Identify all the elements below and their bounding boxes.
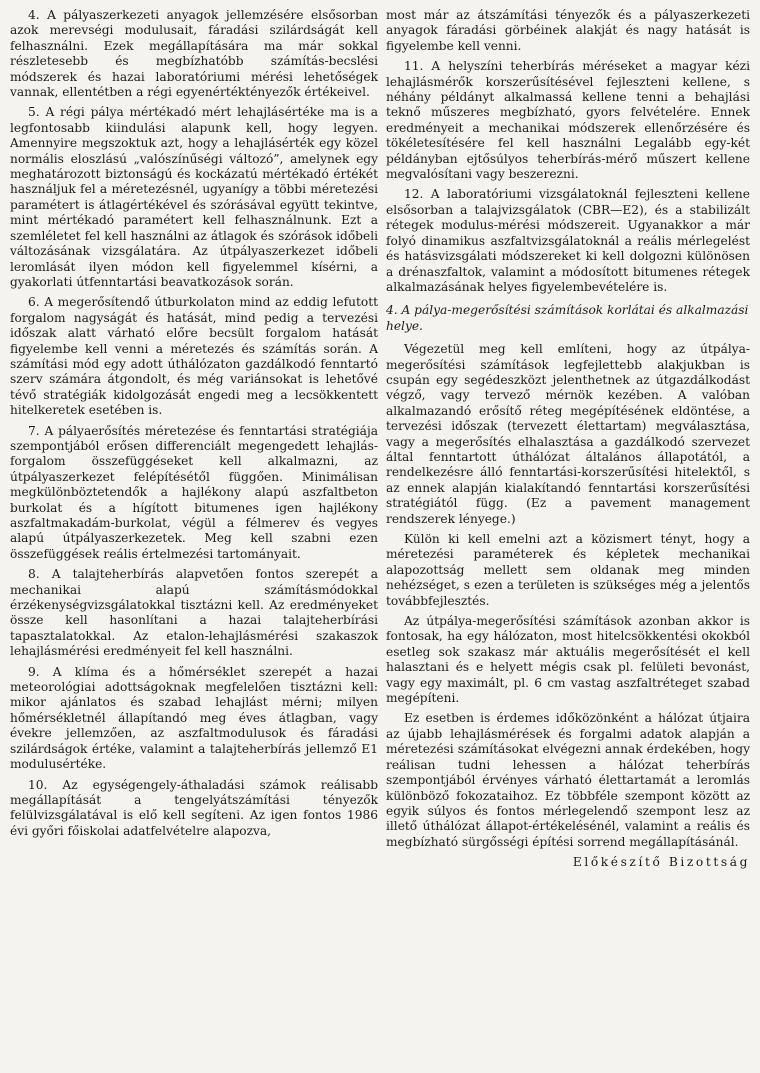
paragraph-10: 10. Az egységengely-áthaladási számok reálisabb megállapítását a tengelyátszámítási tényezők felülvizsgálatával is elő kell segíteni. Az igen fontos 1986 évi győri főiskolai adatfelvételre alapozva, xyxy=(10,777,378,838)
section-paragraph-1: Végezetül meg kell említeni, hogy az útpálya-megerősítési számítások legfejlettebb alakjukban is csupán egy segédeszközt jelenthetnek az útgazdálkodást végző, vagy tervező mérnök kezében. A valóban alkalmazandó erősítő réteg megépítésének eldöntése, a tervezési időszak (tervezett élettartam) megválasztása, vagy a megerősítés elhalasztása a gazdálkodó szervezet által fenntartott úthálózat általános állapotától, a rendelkezésre álló fenntartási-korszerűsítési hitelektől, s az ennek alapján kialakítandó fenntartási korszerűsítési stratégiától függ. (Ez a pavement management rendszerek lényege.) xyxy=(386,342,750,526)
paragraph-11: 11. A helyszíni teherbírás méréseket a magyar kézi lehajlásmérők korszerűsítésével fejleszteni kellene, s néhány példányt alkalmassá kellene tenni a behajlási teknő műszeres megbízható, gyors felvételére. Ennek eredményeit a mechanikai módszerek ellenőrzésére és tökéletesítésére fel kell használni Legalább egy-két példányban ejtősúlyos teherbírás-mérő műszert kellene megvalósítani vagy beszerezni. xyxy=(386,59,750,182)
paragraph-7: 7. A pályaerősítés méretezése és fenntartási stratégiája szempontjából erősen differenciált megengedett lehajlás-forgalom összefüggéseket kell alkalmazni, az útpályaszerkezet felépítésétől függően. Minimálisan megkülönböztetendők a hajlékony alapú aszfaltbeton burkolat és a hígított bitumenes igen hajlékony aszfaltmakadám-burkolat, végül a félmerev és vegyes alapú útpályaszerkezetek. Meg kell szabni ezen összefüggések reális értelmezési tartományait. xyxy=(10,423,378,561)
paragraph-5: 5. A régi pálya mértékadó mért lehajlásértéke ma is a legfontosabb kiindulási alapunk kell, hogy legyen. Amennyire megszoktuk azt, hogy a lehajlásérték egy közel normális eloszlású „valószínűségi változó”, amelynek egy meghatározott biztonságú és kockázatú mértékadó értékét használjuk fel a méretezésnél, ugyanígy a többi méretezési paramétert is átlagértékével és szórásával együtt tekintve, mint mértékadó paramétert kell felhasználnunk. Ezt a szemléletet fel kell használni az átlagok és szórások időbeli változásának vizsgálatára. Az útpályaszerkezet időbeli leromlását ilyen módon kell figyelemmel kísérni, a gyakorlati útfenntartási beavatkozások során. xyxy=(10,105,378,289)
paragraph-4: 4. A pályaszerkezeti anyagok jellemzésére elsősorban azok merevségi modulusait, fáradási szilárdságát kell felhasználni. Ezek megállapítására ma már sokkal részletesebb és megbízhatóbb számítás-becslési módszerek és hazai laboratóriumi mérési lehetőségek vannak, ellentétben a régi egyenértéktényezők értékeivel. xyxy=(10,8,378,100)
section-heading: 4. A pálya-megerősítési számítások korlátai és alkalmazási helye. xyxy=(386,303,749,333)
right-column xyxy=(386,8,750,1073)
left-column xyxy=(10,8,378,1073)
signature: Előkészítő Bizottság xyxy=(572,855,750,870)
paragraph-10-continued: most már az átszámítási tényezők és a pályaszerkezeti anyagok fáradási görbéinek alakját és nagy hatását is figyelembe kell venni. xyxy=(386,8,750,53)
section-paragraph-3: Az útpálya-megerősítési számítások azonban akkor is fontosak, ha egy hálózaton, most hitelcsökkentési okokból esetleg sok szakasz már aktuális megerősítését el kell halasztani és e helyett mégis csak pl. felületi bevonást, vagy egy maximált, pl. 6 cm vastag aszfaltréteget szabad megépíteni. xyxy=(386,614,750,706)
paragraph-9: 9. A klíma és a hőmérséklet szerepét a hazai meteorológiai adottságoknak megfelelően tisztázni kell: mikor ajánlatos és szabad lehajlást mérni; milyen hőmérsékletnél állapítandó meg éves átlagban, vagy évekre jellemzően, az aszfaltmodulusok és fáradási szilárdságok értéke, valamint a talajteherbírás jellemző E1 modulusértéke. xyxy=(10,664,378,772)
section-paragraph-2: Külön ki kell emelni azt a közismert tényt, hogy a méretezési paraméterek és képletek mechanikai alapozottság mellett sem oldanak meg minden nehézséget, s ezen a területen is szükséges még a jelentős továbbfejlesztés. xyxy=(386,532,750,608)
paragraph-6: 6. A megerősítendő útburkolaton mind az eddig lefutott forgalom nagyságát és hatását, mind pedig a tervezési időszak alatt várható előre becsült forgalom hatását figyelembe kell venni a méretezés és számítás során. A számítási mód egy adott úthálózaton gazdálkodó fenntartó szerv számára átgondolt, és még variánsokat is lehetővé tévő stratégiák kidolgozását engedi meg a lecsökkentett hitelkeretek esetében is. xyxy=(10,295,378,418)
section-paragraph-4: Ez esetben is érdemes időközönként a hálózat útjaira az újabb lehajlásmérések és forgalmi adatok alapján a méretezési számításokat elvégezni annak érdekében, hogy reálisan tudni lehessen a hálózat teherbírás szempontjából érvényes várható élettartamát a leromlás különböző fokozataihoz. Ez többféle szempont között az egyik súlyos és fontos mérlegelendő szempont lesz az illető úthálózat állapot-értékelésénél, valamint a reális és megbízható sürgősségi építési sorrend megállapításánál. xyxy=(386,711,750,849)
paragraph-8: 8. A talajteherbírás alapvetően fontos szerepét a mechanikai alapú számításmódokkal érzékenységvizsgálatokkal tisztázni kell. Az eredményeket össze kell hasonlítani a hazai talajteherbírási tapasztalatokkal. Az etalon-lehajlásmérési szakaszok lehajlásmérési eredményeit fel kell használni. xyxy=(10,567,378,659)
paragraph-12: 12. A laboratóriumi vizsgálatoknál fejleszteni kellene elsősorban a talajvizsgálatok (CBR—E2), és a stabilizált rétegek modulus-mérési módszereit. Ugyanakkor a már folyó dinamikus aszfaltvizsgálatoknál a reális mérlegelést és hatásvizsgálati módszereket ki kell dolgozni különösen a drénaszfaltok, valamint a módosított bitumenes rétegek alkalmazásának helyes figyelembevételére is. xyxy=(386,187,750,294)
